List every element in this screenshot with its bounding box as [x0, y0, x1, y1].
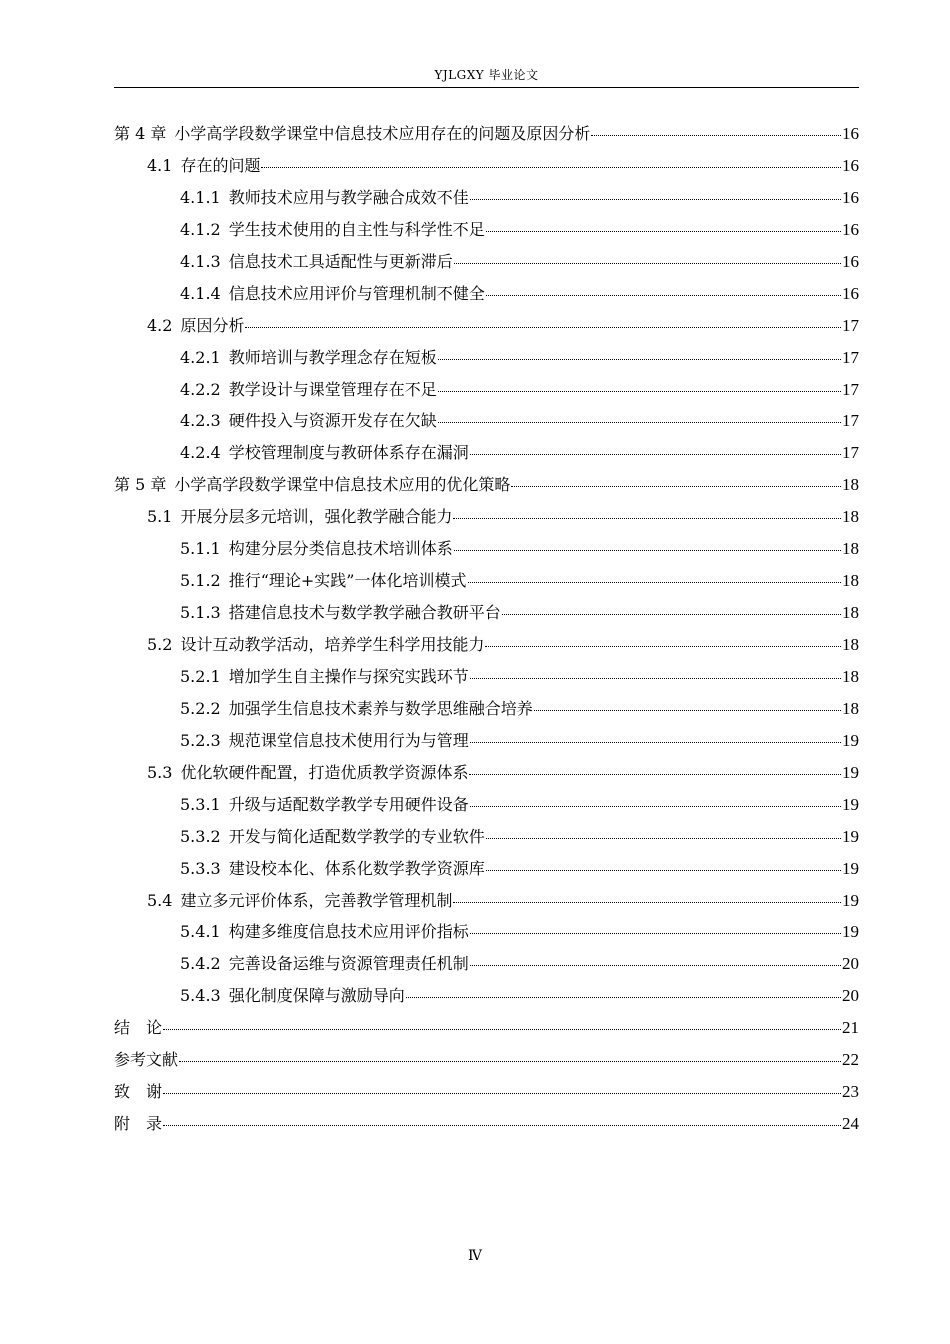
toc-entry-title: 原因分析	[180, 315, 245, 335]
toc-entry-number: 5.4.1	[180, 922, 221, 942]
toc-entry-page: 18	[842, 666, 859, 686]
toc-entry[interactable]	[114, 533, 859, 565]
toc-dot-leader	[163, 1125, 841, 1126]
toc-dot-leader	[245, 327, 841, 328]
toc-entry-number: 5.4	[147, 890, 173, 910]
toc-entry[interactable]	[114, 374, 859, 406]
toc-entry-title: 建立多元评价体系，完善教学管理机制	[180, 890, 453, 910]
toc-entry-title: 强化制度保障与激励导向	[228, 986, 405, 1006]
toc-entry-number: 4.1.3	[180, 251, 221, 271]
toc-entry-number: 5.4.2	[180, 954, 221, 974]
toc-entry-page: 17	[842, 379, 859, 399]
toc-entry-title: 致 谢	[114, 1082, 163, 1102]
page-number: Ⅳ	[468, 1248, 482, 1264]
toc-entry-title: 教师技术应用与教学融合成效不佳	[228, 187, 469, 207]
toc-entry-title: 信息技术应用评价与管理机制不健全	[228, 283, 485, 303]
running-header: YJLGXY 毕业论文	[434, 68, 539, 82]
toc-dot-leader	[453, 518, 841, 519]
toc-entry-title: 存在的问题	[180, 155, 261, 175]
toc-entry-page: 18	[842, 603, 859, 623]
toc-entry-title: 结 论	[114, 1018, 163, 1038]
toc-entry-page: 21	[842, 1018, 859, 1038]
toc-entry-page: 23	[842, 1082, 859, 1102]
toc-entry[interactable]	[114, 1012, 859, 1044]
toc-dot-leader	[502, 614, 841, 615]
toc-entry-page: 18	[842, 475, 859, 495]
toc-entry-number: 5.2.2	[180, 698, 221, 718]
toc-entry[interactable]	[114, 948, 859, 980]
toc-entry-page: 19	[842, 858, 859, 878]
toc-entry[interactable]	[114, 469, 859, 501]
toc-entry-number: 4.1.4	[180, 283, 221, 303]
toc-entry-page: 16	[842, 219, 859, 239]
toc-entry-number: 4.2	[147, 315, 173, 335]
toc-entry[interactable]	[114, 885, 859, 917]
toc-entry-number: 4.1.1	[180, 187, 221, 207]
toc-entry-title: 学生技术使用的自主性与科学性不足	[228, 219, 485, 239]
toc-entry-title: 规范课堂信息技术使用行为与管理	[228, 730, 469, 750]
toc-entry-title: 开展分层多元培训，强化教学融合能力	[180, 507, 453, 527]
toc-dot-leader	[406, 997, 841, 998]
toc-entry-title: 构建多维度信息技术应用评价指标	[228, 922, 469, 942]
toc-entry-page: 20	[842, 986, 859, 1006]
toc-dot-leader	[486, 231, 841, 232]
toc-entry[interactable]	[114, 789, 859, 821]
toc-entry-title: 优化软硬件配置，打造优质教学资源体系	[180, 762, 469, 782]
toc-entry-title: 搭建信息技术与数学教学融合教研平台	[228, 603, 501, 623]
toc-entry-number: 5.2.3	[180, 730, 221, 750]
toc-entry[interactable]	[114, 278, 859, 310]
toc-entry-page: 16	[842, 187, 859, 207]
toc-entry-title: 小学高学段数学课堂中信息技术应用的优化策略	[174, 475, 511, 495]
toc-entry-number: 5.4.3	[180, 986, 221, 1006]
toc-entry-title: 学校管理制度与教研体系存在漏洞	[228, 443, 469, 463]
toc-entry-page: 20	[842, 954, 859, 974]
toc-entry[interactable]	[114, 821, 859, 853]
toc-dot-leader	[511, 486, 841, 487]
toc-entry-page: 19	[842, 890, 859, 910]
toc-entry-title: 小学高学段数学课堂中信息技术应用存在的问题及原因分析	[174, 124, 591, 143]
toc-entry-title: 教师培训与教学理念存在短板	[228, 347, 437, 367]
toc-dot-leader	[163, 1093, 841, 1094]
toc-entry[interactable]	[114, 310, 859, 342]
toc-entry-title: 加强学生信息技术素养与数学思维融合培养	[228, 698, 533, 718]
toc-entry[interactable]	[114, 246, 859, 278]
toc-entry-title: 设计互动教学活动，培养学生科学用技能力	[180, 635, 485, 654]
toc-dot-leader	[470, 742, 841, 743]
toc-entry-page: 18	[842, 698, 859, 718]
toc-entry[interactable]	[114, 1044, 859, 1076]
toc-entry[interactable]	[114, 342, 859, 374]
toc-entry[interactable]	[114, 916, 859, 948]
toc-dot-leader	[163, 1029, 841, 1030]
toc-entry-number: 5.3.1	[180, 794, 221, 814]
toc-dot-leader	[179, 1061, 841, 1062]
header-rule	[114, 87, 859, 88]
toc-entry-page: 18	[842, 507, 859, 527]
toc-dot-leader	[454, 263, 841, 264]
toc-entry-title: 硬件投入与资源开发存在欠缺	[228, 411, 437, 431]
toc-entry[interactable]	[114, 405, 859, 437]
toc-entry-page: 19	[842, 922, 859, 942]
toc-entry-title: 升级与适配数学教学专用硬件设备	[228, 794, 469, 814]
toc-dot-leader	[454, 550, 841, 551]
toc-dot-leader	[470, 933, 841, 934]
toc-dot-leader	[469, 774, 841, 775]
toc-entry[interactable]	[114, 437, 859, 469]
toc-entry-number: 4.1	[147, 155, 173, 175]
toc-dot-leader	[470, 454, 841, 455]
toc-entry[interactable]	[114, 853, 859, 885]
toc-dot-leader	[470, 199, 841, 200]
toc-entry[interactable]	[114, 725, 859, 757]
toc-entry-number: 4.2.3	[180, 411, 221, 431]
toc-entry-number: 4.2.4	[180, 443, 221, 463]
toc-entry[interactable]	[114, 214, 859, 246]
toc-entry-title: 参考文献	[114, 1050, 179, 1070]
toc-entry-page: 16	[842, 155, 859, 175]
toc-entry-page: 16	[842, 124, 859, 143]
toc-dot-leader	[486, 295, 841, 296]
toc-entry-page: 16	[842, 251, 859, 271]
toc-entry-number: 第 4 章	[114, 124, 167, 143]
toc-entry[interactable]	[114, 757, 859, 789]
toc-entry[interactable]	[114, 150, 859, 182]
toc-entry-page: 18	[842, 571, 859, 591]
toc-entry-title: 信息技术工具适配性与更新滞后	[228, 251, 453, 271]
toc-entry-title: 推行“理论+实践”一体化培训模式	[228, 571, 467, 591]
toc-dot-leader	[453, 902, 841, 903]
toc-entry[interactable]	[114, 629, 859, 661]
toc-entry-number: 5.3	[147, 762, 173, 782]
toc-dot-leader	[591, 135, 841, 136]
toc-entry-number: 5.1.1	[180, 539, 221, 559]
toc-entry-number: 5.1.3	[180, 603, 221, 623]
toc-entry-number: 4.2.2	[180, 379, 221, 399]
toc-entry-page: 17	[842, 347, 859, 367]
toc-entry-number: 5.3.2	[180, 826, 221, 846]
toc-entry[interactable]	[114, 118, 859, 150]
toc-entry-page: 17	[842, 315, 859, 335]
toc-entry[interactable]	[114, 565, 859, 597]
toc-entry-number: 5.2	[147, 635, 173, 654]
toc-entry-page: 16	[842, 283, 859, 303]
toc-entry-page: 19	[842, 762, 859, 782]
toc-entry-page: 18	[842, 635, 859, 654]
toc-entry-title: 完善设备运维与资源管理责任机制	[228, 954, 469, 974]
toc-entry-number: 4.1.2	[180, 219, 221, 239]
toc-entry-number: 5.3.3	[180, 858, 221, 878]
toc-entry-page: 24	[842, 1114, 859, 1134]
toc-entry-page: 18	[842, 539, 859, 559]
toc-dot-leader	[261, 167, 841, 168]
toc-entry-title: 开发与简化适配数学教学的专业软件	[228, 826, 485, 846]
toc-entry-page: 17	[842, 411, 859, 431]
toc-entry[interactable]	[114, 1076, 859, 1108]
toc-dot-leader	[470, 678, 841, 679]
toc-entry-number: 4.2.1	[180, 347, 221, 367]
toc-entry-title: 附 录	[114, 1114, 163, 1134]
toc-entry-title: 增加学生自主操作与探究实践环节	[228, 666, 469, 686]
toc-entry[interactable]	[114, 182, 859, 214]
toc-dot-leader	[438, 391, 841, 392]
toc-entry[interactable]	[114, 501, 859, 533]
toc-entry-title: 构建分层分类信息技术培训体系	[228, 539, 453, 559]
table-of-contents	[114, 118, 859, 1140]
toc-dot-leader	[438, 359, 841, 360]
toc-entry-number: 5.1.2	[180, 571, 221, 591]
toc-entry-number: 5.2.1	[180, 666, 221, 686]
toc-dot-leader	[534, 710, 841, 711]
toc-dot-leader	[438, 422, 841, 423]
toc-entry[interactable]	[114, 693, 859, 725]
toc-entry[interactable]	[114, 597, 859, 629]
toc-entry-page: 22	[842, 1050, 859, 1070]
toc-entry[interactable]	[114, 661, 859, 693]
toc-entry-page: 17	[842, 443, 859, 463]
toc-dot-leader	[486, 838, 841, 839]
toc-entry-number: 第 5 章	[114, 475, 167, 495]
toc-dot-leader	[470, 806, 841, 807]
toc-entry-title: 教学设计与课堂管理存在不足	[228, 379, 437, 399]
toc-entry-page: 19	[842, 730, 859, 750]
toc-entry[interactable]	[114, 1108, 859, 1140]
toc-dot-leader	[468, 582, 842, 583]
toc-dot-leader	[485, 646, 841, 647]
toc-dot-leader	[470, 965, 841, 966]
toc-dot-leader	[486, 870, 841, 871]
toc-entry[interactable]	[114, 980, 859, 1012]
toc-entry-page: 19	[842, 826, 859, 846]
toc-entry-page: 19	[842, 794, 859, 814]
toc-entry-title: 建设校本化、体系化数学教学资源库	[228, 858, 485, 878]
toc-entry-number: 5.1	[147, 507, 173, 527]
